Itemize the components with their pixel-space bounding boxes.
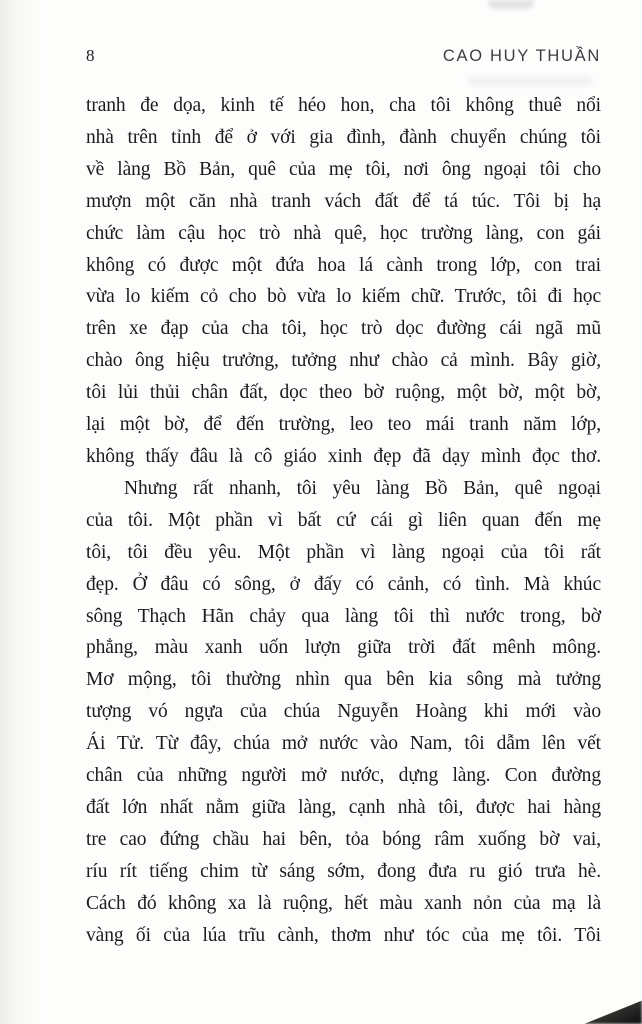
text-line: đẹp. Ở đâu có sông, ở đấy có cảnh, có tình. Mà khúc [86, 573, 601, 595]
text-line: Ái Tử. Từ đây, chúa mở nước vào Nam, tôi dẫm lên vết [86, 733, 601, 755]
text-line: vừa lo kiếm cỏ cho bò vừa lo kiếm chữ. Trước, tôi đi học [86, 286, 601, 308]
text-line: Mơ mộng, tôi thường nhìn qua bên kia sông mà tưởng [86, 669, 601, 691]
text-line: tranh đe dọa, kinh tế héo hon, cha tôi không thuê nổi [86, 95, 601, 116]
text-line: trên xe đạp của cha tôi, học trò dọc đường cái ngã mũ [86, 318, 601, 340]
scan-smudge-top [488, 0, 534, 9]
text-line: vàng ối của lúa trĩu cành, thơm như tóc của mẹ tôi. Tôi [86, 924, 601, 946]
text-line: Cách đó không xa là ruộng, hết màu xanh nỏn của mạ là [86, 892, 601, 914]
paragraph [86, 90, 601, 473]
text-line: chào ông hiệu trưởng, tưởng như chào cả mình. Bây giờ, [86, 350, 601, 372]
scan-bleedthrough-mark [468, 77, 592, 85]
text-line: đất lớn nhất nằm giữa làng, cạnh nhà tôi, được hai hàng [86, 796, 601, 818]
text-line: tượng vó ngựa của chúa Nguyễn Hoàng khi mới vào [86, 701, 601, 723]
text-line: tre cao đứng chầu hai bên, tỏa bóng râm xuống bờ vai, [86, 828, 601, 850]
text-line: lại một bờ, để đến trường, leo teo mái tranh năm lớp, [86, 414, 601, 436]
text-line: nhà trên tỉnh để ở với gia đình, đành chuyển chúng tôi [86, 126, 601, 148]
text-line: phẳng, màu xanh uốn lượn giữa trời đất mênh mông. [86, 637, 601, 659]
running-header [86, 46, 601, 66]
body-text [86, 90, 601, 951]
text-line: mượn một căn nhà tranh vách đất để tá túc. Tôi bị hạ [86, 190, 601, 212]
page-corner-shadow [584, 998, 642, 1024]
text-line: của tôi. Một phần vì bất cứ cái gì liên quan đến mẹ [86, 509, 601, 531]
page-number: 8 [86, 46, 95, 65]
text-line: chức làm cậu học trò nhà quê, học trường làng, con gái [86, 222, 601, 244]
text-line: không có được một đứa hoa lá cành trong lớp, con trai [86, 254, 601, 276]
paragraph [86, 473, 601, 952]
text-line: tôi lủi thủi chân đất, dọc theo bờ ruộng, một bờ, một bờ, [86, 382, 601, 404]
text-line: sông Thạch Hãn chảy qua làng tôi thì nước trong, bờ [86, 605, 601, 627]
text-line: không thấy đâu là cô giáo xinh đẹp đã dạy mình đọc thơ. [86, 445, 601, 467]
text-line: chân của những người mở nước, dựng làng. Con đường [86, 765, 601, 787]
text-line: về làng Bồ Bản, quê của mẹ tôi, nơi ông ngoại tôi cho [86, 158, 601, 180]
text-line: Nhưng rất nhanh, tôi yêu làng Bồ Bản, quê ngoại [124, 477, 601, 499]
text-line: tôi, tôi đều yêu. Một phần vì làng ngoại của tôi rất [86, 541, 601, 563]
text-line: ríu rít tiếng chim từ sáng sớm, đong đưa ru gió trưa hè. [86, 860, 601, 882]
running-header-author: CAO HUY THUẦN [442, 47, 601, 65]
